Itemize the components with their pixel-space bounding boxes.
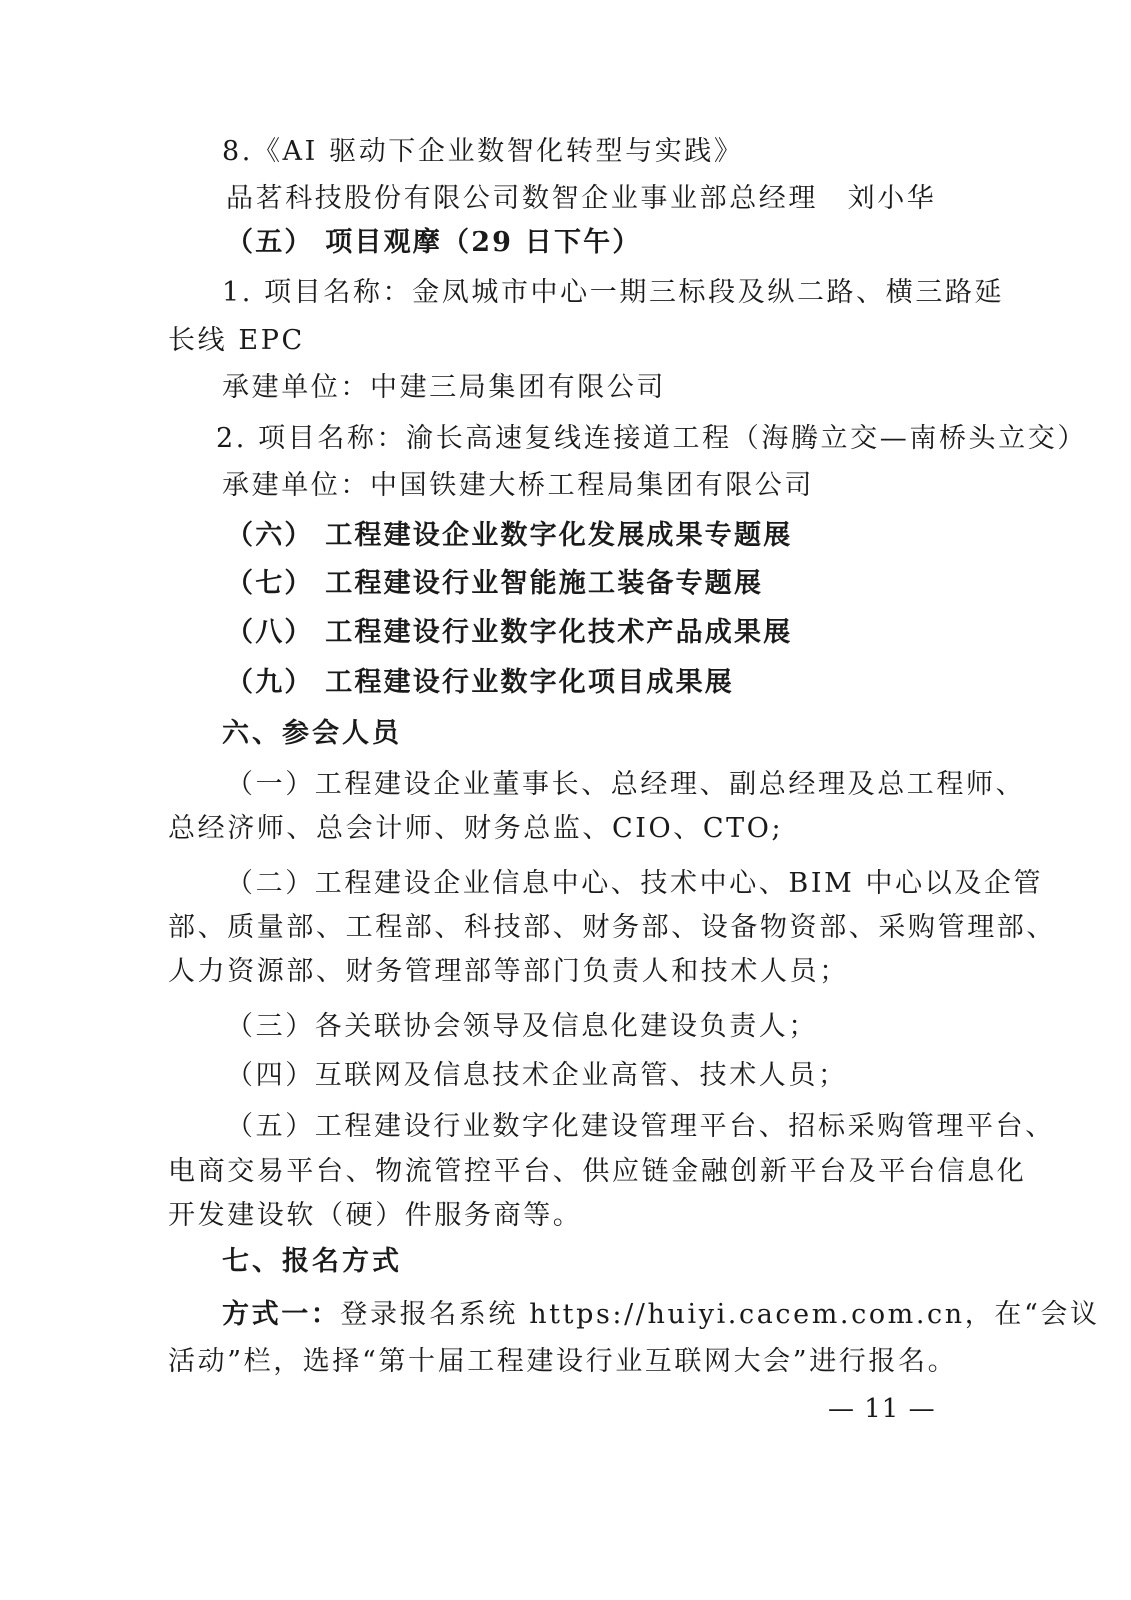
talk-title-8: 8.《AI 驱动下企业数智化转型与实践》: [222, 136, 744, 167]
section-heading-project-visit: （五） 项目观摩（29 日下午）: [226, 227, 642, 258]
registration-method-1-cont: 活动”栏，选择“第十届工程建设行业互联网大会”进行报名。: [168, 1346, 958, 1377]
attendees-item-5-cont-2: 开发建设软（硬）件服务商等。: [168, 1200, 583, 1231]
registration-method-text: 登录报名系统 https://huiyi.cacem.com.cn，在“会议: [340, 1299, 1100, 1330]
attendees-item-5-cont-1: 电商交易平台、物流管控平台、供应链金融创新平台及平台信息化: [168, 1156, 1027, 1187]
attendees-item-2: （二）工程建设企业信息中心、技术中心、BIM 中心以及企管: [226, 868, 1044, 899]
attendees-item-2-cont-2: 人力资源部、财务管理部等部门负责人和技术人员；: [168, 956, 849, 987]
attendees-item-5: （五）工程建设行业数字化建设管理平台、招标采购管理平台、: [226, 1111, 1055, 1142]
section-heading-exhibit-6: （六） 工程建设企业数字化发展成果专题展: [226, 520, 793, 551]
registration-method-label: 方式一：: [222, 1299, 341, 1330]
page-number: — 11 —: [828, 1394, 936, 1424]
chapter-heading-attendees: 六、参会人员: [222, 718, 402, 749]
attendees-item-1: （一）工程建设企业董事长、总经理、副总经理及总工程师、: [226, 769, 1026, 800]
attendees-item-4: （四）互联网及信息技术企业高管、技术人员；: [226, 1060, 848, 1091]
project-1-name: 1. 项目名称：金凤城市中心一期三标段及纵二路、横三路延: [222, 277, 1005, 308]
chapter-heading-registration: 七、报名方式: [222, 1246, 402, 1277]
section-heading-exhibit-7: （七） 工程建设行业智能施工装备专题展: [226, 568, 764, 599]
project-2-name: 2. 项目名称：渝长高速复线连接道工程（海腾立交—南桥头立交）: [216, 423, 1087, 454]
registration-method-1: [222, 1297, 1100, 1333]
attendees-item-3: （三）各关联协会领导及信息化建设负责人；: [226, 1011, 818, 1042]
project-1-builder: 承建单位：中建三局集团有限公司: [222, 372, 666, 403]
section-heading-exhibit-9: （九） 工程建设行业数字化项目成果展: [226, 667, 734, 698]
talk-speaker-8: 品茗科技股份有限公司数智企业事业部总经理 刘小华: [226, 183, 937, 214]
section-heading-exhibit-8: （八） 工程建设行业数字化技术产品成果展: [226, 617, 793, 648]
project-2-builder: 承建单位：中国铁建大桥工程局集团有限公司: [222, 470, 814, 501]
attendees-item-1-cont: 总经济师、总会计师、财务总监、CIO、CTO;: [168, 813, 784, 844]
attendees-item-2-cont-1: 部、质量部、工程部、科技部、财务部、设备物资部、采购管理部、: [168, 912, 1056, 943]
project-1-name-cont: 长线 EPC: [168, 325, 305, 356]
